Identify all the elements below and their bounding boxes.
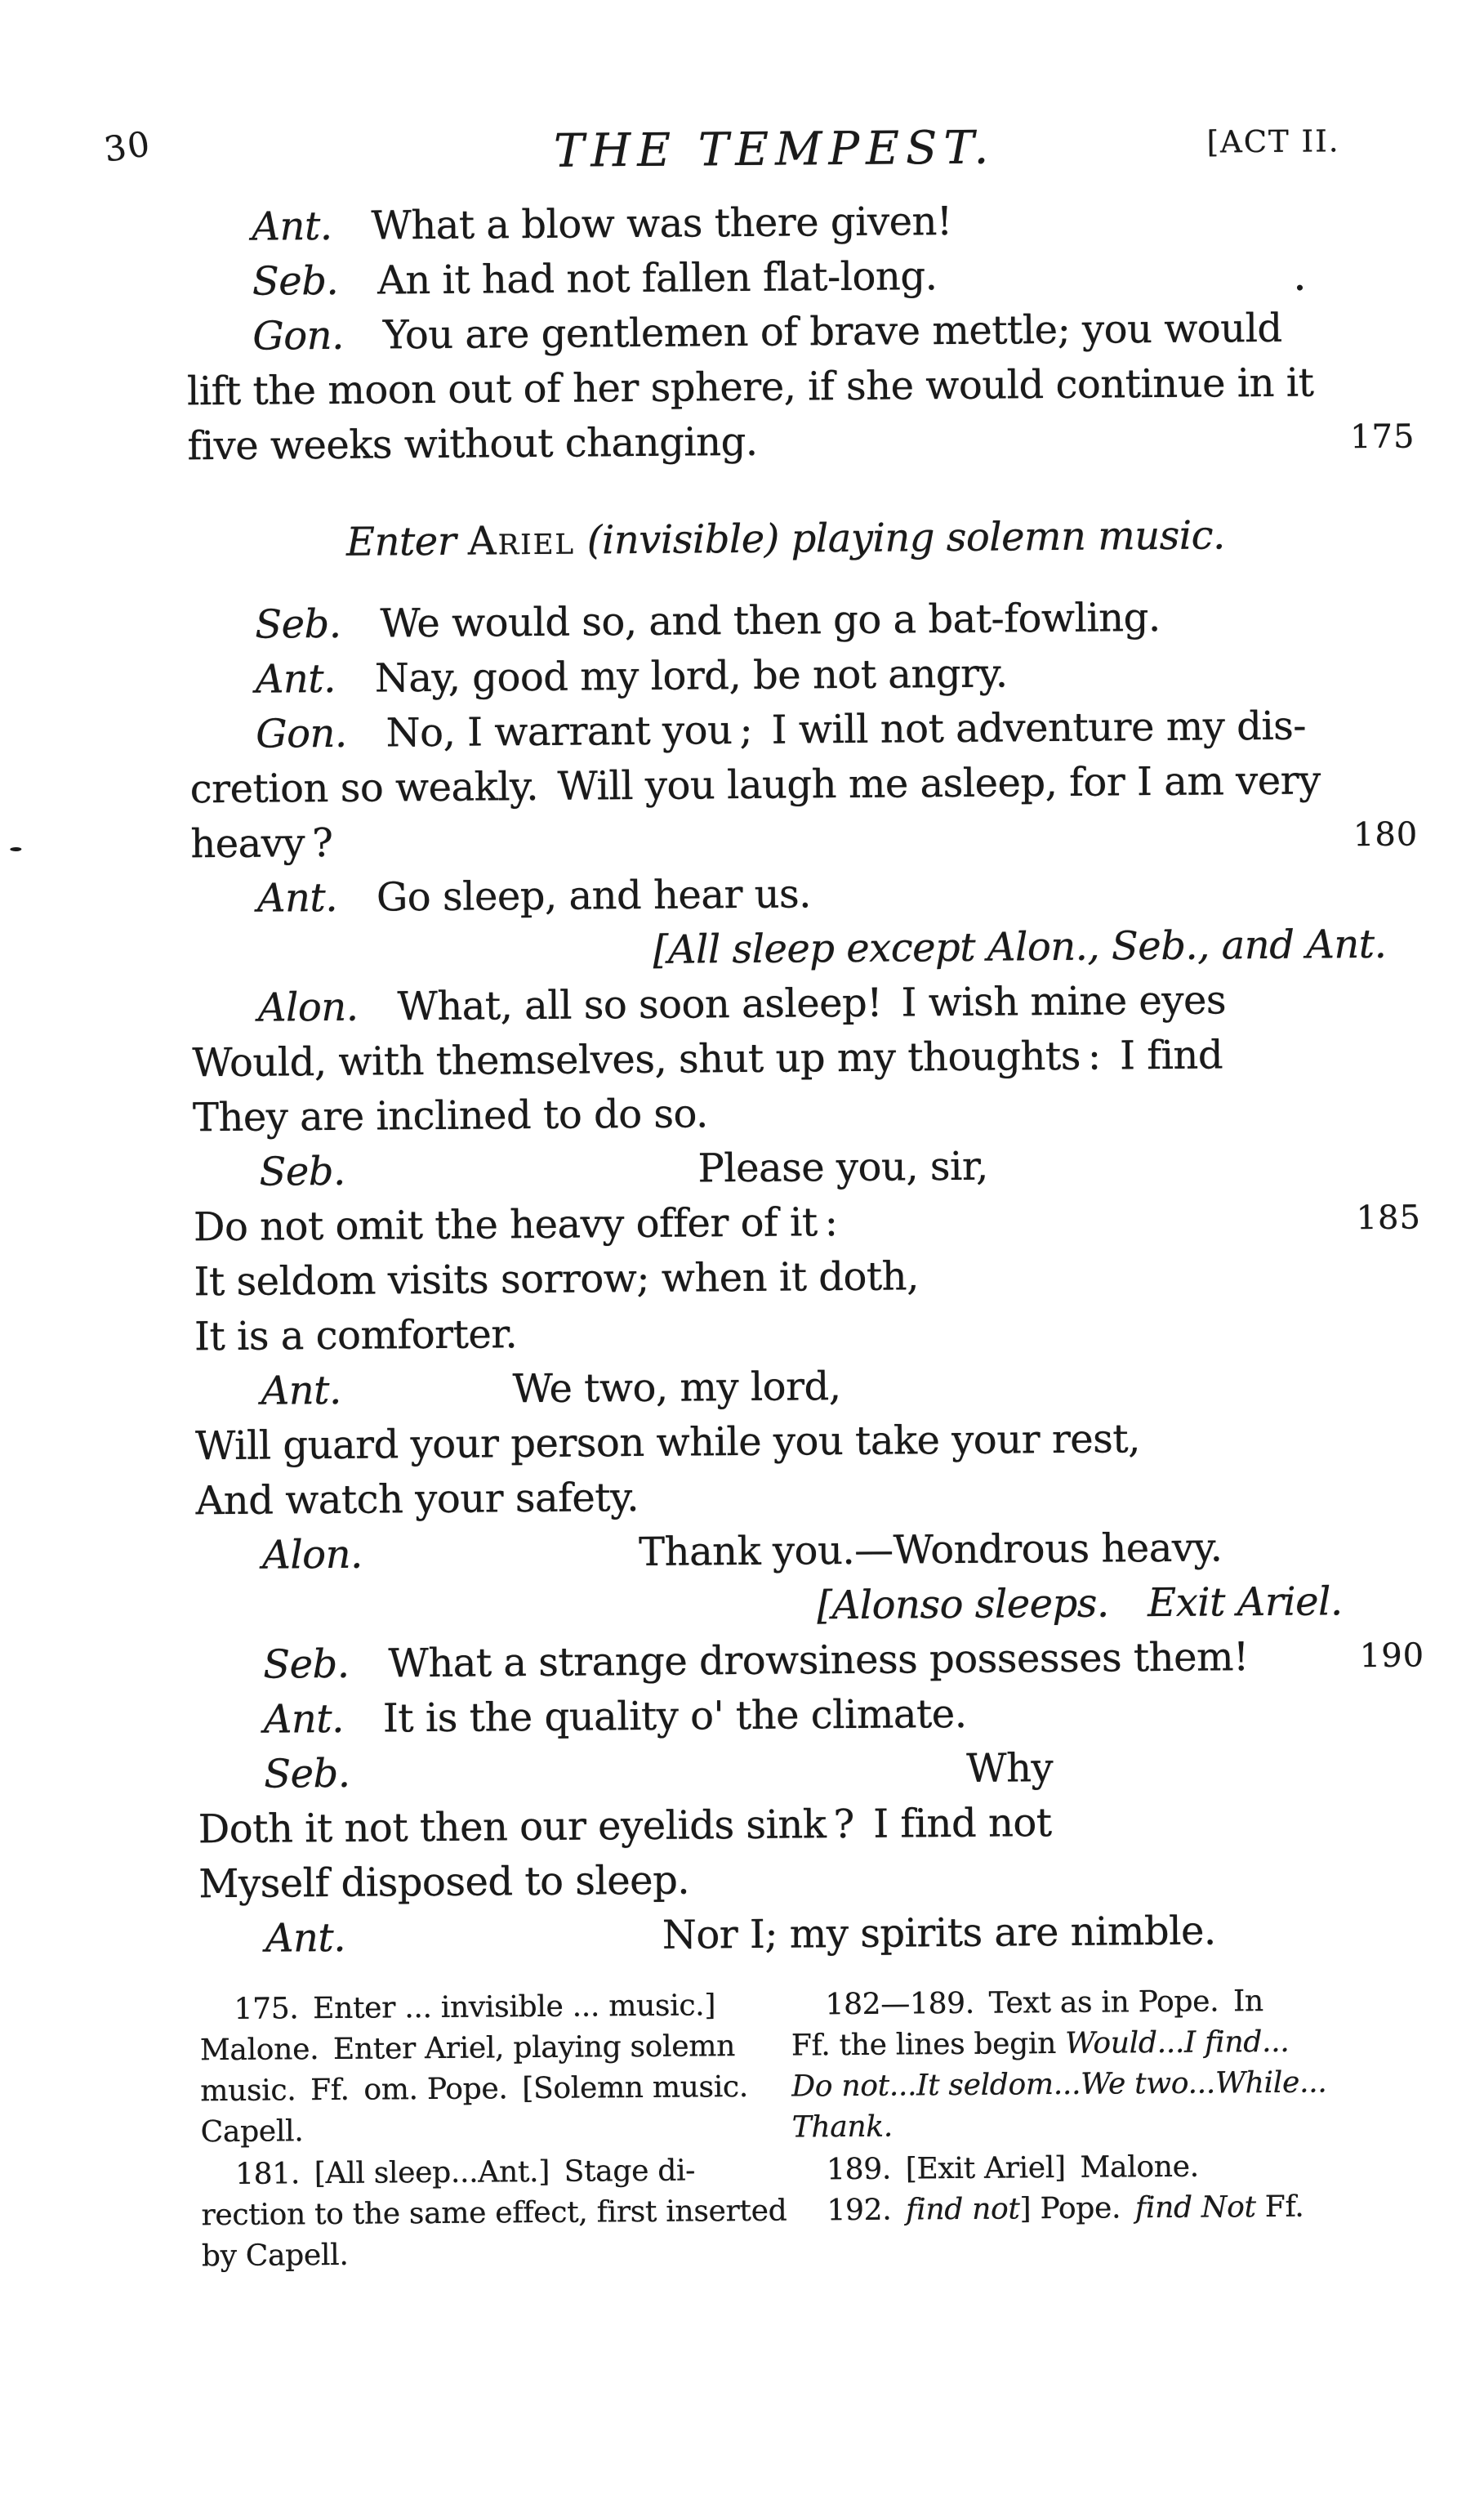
line-text: Myself disposed to sleep.: [198, 1857, 690, 1908]
footnote-line: [792, 2150, 1199, 2187]
play-line: [261, 1525, 1223, 1578]
speaker-abbrev: Alon.: [257, 984, 359, 1031]
line-text: We would so, and then go a bat-fowling.: [380, 594, 1161, 647]
line-text: Why: [966, 1745, 1054, 1792]
play-line: [256, 651, 1008, 702]
play-line: [256, 704, 1306, 757]
play-line: [194, 1254, 919, 1305]
speaker-abbrev: Gon.: [256, 710, 347, 757]
play-line: [252, 254, 938, 305]
line-text: five weeks without changing.: [187, 418, 758, 470]
speaker-abbrev: Ant.: [265, 1914, 346, 1962]
running-title: THE TEMPEST.: [553, 121, 996, 178]
line-text: Nor I; my spirits are nimble.: [662, 1908, 1216, 1958]
play-line: [252, 306, 1282, 359]
footnote-line: [791, 2065, 1327, 2104]
scan-artifact: [1297, 285, 1303, 291]
line-text: You are gentlemen of brave mettle; you would: [382, 305, 1282, 359]
footnote-line: Capell.: [200, 2114, 304, 2150]
footnote-lemma: find not: [905, 2192, 1020, 2227]
footnote-line: [791, 2109, 894, 2145]
line-text: No, I warrant you ; I will not adventure my dis-: [385, 703, 1307, 757]
speaker-abbrev: Seb.: [264, 1750, 350, 1797]
footnote-text: Ff. the lines begin: [791, 2026, 1066, 2063]
line-number: 190: [1359, 1636, 1425, 1676]
play-line: [193, 1092, 708, 1141]
line-text: heavy ?: [190, 819, 333, 868]
play-line: [187, 420, 757, 470]
line-text: And watch your safety.: [195, 1475, 640, 1525]
footnote-text: 192.: [827, 2193, 907, 2228]
footnote-line: [791, 2025, 1290, 2063]
line-text: What, all so soon asleep! I wish mine eyes: [397, 977, 1227, 1030]
line-text: It is the quality o' the climate.: [382, 1690, 967, 1742]
line-text: Would, with themselves, shut up my thoughts : I find: [192, 1032, 1223, 1087]
footnote-text: ] Pope.: [1019, 2191, 1136, 2226]
scan-artifact: [10, 847, 21, 851]
footnote-line: by Capell.: [201, 2238, 349, 2274]
line-number: 180: [1353, 815, 1419, 855]
footnote-line: Malone. Enter Ariel, playing solemn: [199, 2029, 736, 2068]
speaker-abbrev: Alon.: [261, 1531, 363, 1578]
footnote-line: [792, 2190, 1304, 2228]
line-text: cretion so weakly. Will you laugh me asleep, for I am very: [189, 757, 1321, 813]
speaker-abbrev: Seb.: [259, 1148, 345, 1195]
play-line: [190, 821, 332, 868]
play-line: [195, 1417, 1140, 1469]
speaker-abbrev: Gon.: [252, 312, 345, 359]
line-number: 185: [1356, 1199, 1422, 1238]
play-line: [257, 872, 812, 922]
footnote-lemma: Thank.: [791, 2109, 894, 2145]
line-text: Doth it not then our eyelids sink ? I find not: [198, 1800, 1052, 1853]
play-line: [255, 596, 1161, 648]
play-line: [259, 1143, 988, 1195]
speaker-abbrev: Ant.: [263, 1695, 345, 1743]
footnote-text: 182—189. Text as in Pope. In: [825, 1984, 1264, 2022]
act-header: [ACT II.: [1206, 123, 1340, 160]
direction-text: Enter: [345, 518, 469, 565]
line-text: Go sleep, and hear us.: [376, 871, 812, 921]
character-name: Ariel: [467, 517, 576, 565]
line-text: Nay, good my lord, be not angry.: [374, 650, 1008, 702]
play-line: [264, 1745, 1054, 1797]
play-line: [192, 1033, 1223, 1086]
line-number: 175: [1349, 417, 1415, 457]
speaker-abbrev: Seb.: [252, 257, 339, 305]
play-line: [194, 1312, 518, 1359]
footnote-line: 181. [All sleep...Ant.] Stage di-: [234, 2154, 696, 2191]
footnote-line: [791, 1984, 1264, 2022]
speaker-abbrev: Seb.: [262, 1641, 350, 1688]
play-line: [252, 199, 952, 250]
stage-direction: [All sleep except Alon., Seb., and Ant.: [653, 921, 1387, 973]
play-line: [190, 758, 1321, 812]
speaker-abbrev: Ant.: [256, 874, 338, 922]
footnote-lemma: Would...I find...: [1064, 2025, 1290, 2060]
speaker-abbrev: Ant.: [261, 1367, 341, 1414]
play-line: [198, 1859, 689, 1908]
play-line: [261, 1364, 841, 1414]
line-text: What a strange drowsiness possesses them!: [388, 1634, 1250, 1687]
line-text: An it had not fallen flat-long.: [377, 253, 938, 304]
line-text: It seldom visits sorrow; when it doth,: [194, 1253, 920, 1306]
play-line: [264, 1692, 967, 1743]
line-text: lift the moon out of her sphere, if she would continue in it: [186, 359, 1314, 415]
line-text: They are inclined to do so.: [192, 1091, 709, 1141]
footnote-text: 189. [Exit Ariel] Malone.: [826, 2150, 1199, 2187]
page-number: 30: [101, 123, 154, 170]
line-text: Do not omit the heavy offer of it :: [193, 1199, 838, 1251]
stage-direction: [Alonso sleeps. Exit Ariel.: [817, 1578, 1343, 1629]
speaker-abbrev: Seb.: [254, 600, 341, 648]
footnote-text: Ff.: [1255, 2190, 1304, 2225]
footnote-line: rection to the same effect, first inserted: [201, 2194, 787, 2233]
play-line: [187, 360, 1314, 414]
speaker-abbrev: Ant.: [252, 203, 332, 250]
play-line: [198, 1801, 1052, 1852]
footnote-line: 175. Enter ... invisible ... music.]: [234, 1989, 716, 2026]
line-text: It is a comforter.: [194, 1311, 518, 1360]
line-text: Thank you.—Wondrous heavy.: [638, 1525, 1223, 1575]
speaker-abbrev: Ant.: [255, 655, 336, 703]
footnote-lemma: Do not...It seldom...We two...While...: [791, 2065, 1327, 2104]
direction-text: (invisible) playing solemn music.: [574, 512, 1225, 564]
footnote-lemma: find Not: [1134, 2190, 1256, 2225]
footnote-line: music. Ff. om. Pope. [Solemn music.: [200, 2069, 749, 2109]
stage-direction: [188, 512, 1383, 567]
play-line: [194, 1200, 838, 1250]
line-text: Please you, sir,: [697, 1143, 988, 1192]
line-text: Will guard your person while you take your rest,: [194, 1416, 1141, 1470]
play-line: [263, 1635, 1249, 1688]
line-text: We two, my lord,: [512, 1364, 841, 1413]
play-line: [195, 1475, 639, 1524]
line-text: What a blow was there given!: [371, 198, 952, 249]
play-line: [258, 978, 1227, 1030]
play-line: [265, 1908, 1216, 1962]
